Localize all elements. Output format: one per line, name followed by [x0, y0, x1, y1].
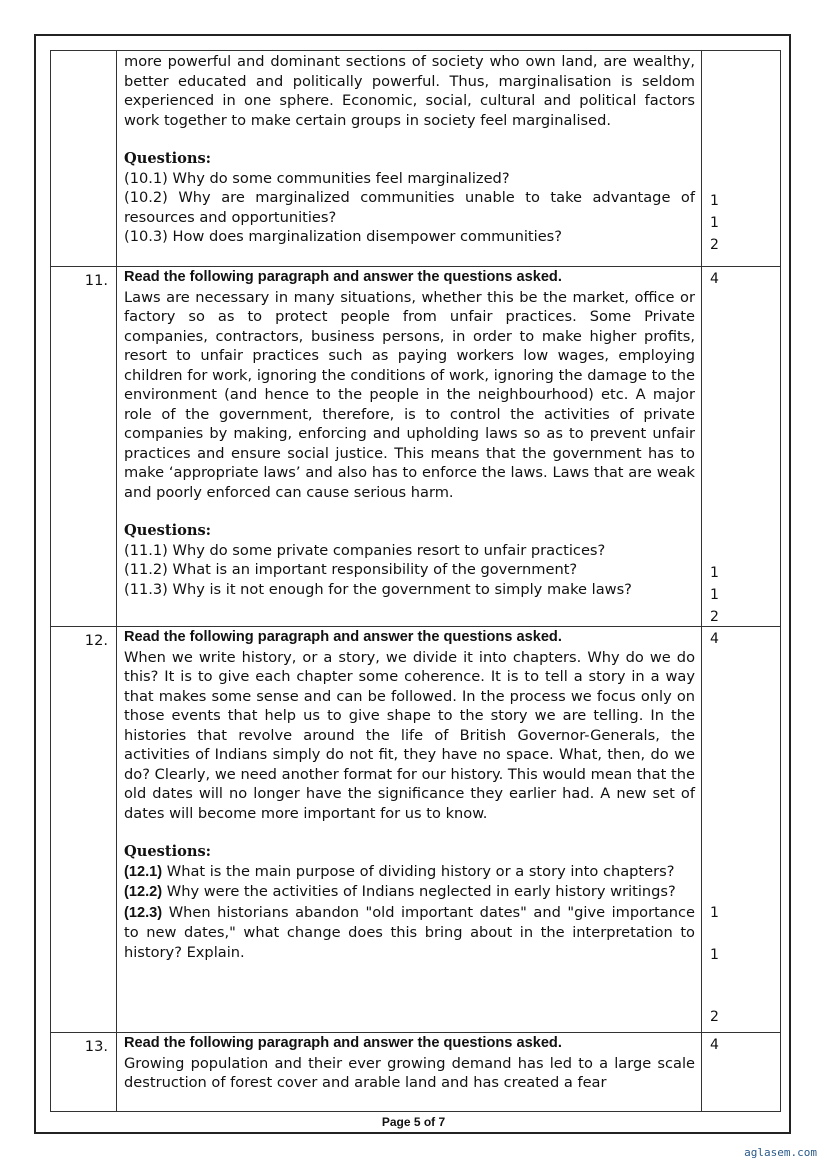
question-table [50, 50, 781, 1112]
watermark: aglasem.com [744, 1146, 817, 1159]
sub-question-marks: 1 [710, 947, 719, 963]
sub-question: (11.1) Why do some private companies resort to unfair practices? [124, 541, 606, 559]
total-marks: 4 [710, 1037, 719, 1053]
questions-label: Questions: [124, 522, 212, 539]
marks-cell [702, 51, 781, 267]
question-body [117, 51, 702, 267]
sub-question-label: (12.2) [124, 884, 163, 900]
sub-question-marks: 1 [710, 905, 719, 921]
questions-label: Questions: [124, 843, 212, 860]
marks-cell [702, 627, 781, 1033]
sub-question-text: What is the main purpose of dividing history or a story into chapters? [166, 862, 675, 880]
sub-question-label: (12.3) [124, 904, 163, 921]
sub-question: (10.3) How does marginalization disempower communities? [124, 228, 563, 245]
question-row-11 [51, 267, 781, 627]
sub-question [124, 862, 695, 883]
sub-question [124, 882, 695, 903]
question-row-10 [51, 51, 781, 267]
sub-question: (10.1) Why do some communities feel marginalized? [124, 169, 510, 187]
sub-question-marks: 1 [710, 193, 719, 209]
questions-label: Questions: [124, 150, 212, 167]
sub-question-text: When historians abandon "old important dates" and "give importance to new dates," what change does this bring about in the interpretation to history? Explain. [124, 903, 696, 961]
passage: Laws are necessary in many situations, whether this be the market, office or factory so as to protect people from unfair practices. Some Private companies, contractors, business persons, in order to make higher profits, resort to unfair practices such as paying workers low wages, employing children for work, ignoring the conditions of work, ignoring the damage to the environment (and hence to the people in the neighbourhood) etc. A major role of the government, therefore, is to control the activities of private companies by making, enforcing and upholding laws so as to prevent unfair practices and ensure social justice. This means that the government has to make ‘appropriate laws’ and also has to enforce the laws. Laws that are weak and poorly enforced can cause serious harm. [124, 288, 695, 501]
sub-question-marks: 2 [710, 609, 719, 625]
sub-question-marks: 2 [710, 237, 719, 253]
sub-question-text: Why were the activities of Indians neglected in early history writings? [166, 883, 676, 900]
question-number: 12. [51, 627, 117, 1033]
question-heading: Read the following paragraph and answer the questions asked. [124, 1035, 562, 1051]
marks-cell [702, 1033, 781, 1112]
sub-question [124, 903, 695, 963]
passage: more powerful and dominant sections of society who own land, are wealthy, better educated and politically powerful. Thus, marginalisation is seldom experienced in one sphere. Economic, social, cultural and political factors work together to make certain groups in society feel marginalised. [124, 53, 695, 129]
sub-question-marks: 1 [710, 565, 719, 581]
sub-question-marks: 1 [710, 215, 719, 231]
passage: When we write history, or a story, we divide it into chapters. Why do we do this? It is to give each chapter some coherence. It is to tell a story in a way that makes some sense and can be followed. In the process we focus only on those events that help us to give shape to the story we are telling. In the histories that revolve around the life of British Governor-Generals, the activities of Indians simply do not fit, they have no space. What, then, do we do? Clearly, we need another format for our history. This would mean that the old dates will no longer have the significance they earlier had. A new set of dates will become more important for us to know. [124, 648, 695, 822]
passage: Growing population and their ever growing demand has led to a large scale destruction of forest cover and arable land and has created a fear [124, 1054, 695, 1091]
question-row-12 [51, 627, 781, 1033]
question-number: 11. [51, 267, 117, 627]
sub-question-label: (12.1) [124, 863, 163, 880]
sub-question-marks: 1 [710, 587, 719, 603]
question-body [117, 1033, 702, 1112]
sub-question: (11.3) Why is it not enough for the government to simply make laws? [124, 580, 632, 598]
total-marks: 4 [710, 271, 719, 287]
sub-question: (11.2) What is an important responsibility of the government? [124, 561, 578, 578]
question-body [117, 267, 702, 627]
question-heading: Read the following paragraph and answer the questions asked. [124, 629, 562, 645]
question-number: 13. [51, 1033, 117, 1112]
page-footer: Page 5 of 7 [381, 1115, 446, 1129]
sub-question-marks: 2 [710, 1009, 719, 1025]
total-marks: 4 [710, 631, 719, 647]
question-number [51, 51, 117, 267]
sub-question: (10.2) Why are marginalized communities unable to take advantage of resources and opportunities? [124, 189, 695, 226]
question-heading: Read the following paragraph and answer the questions asked. [124, 269, 562, 285]
marks-cell [702, 267, 781, 627]
question-body [117, 627, 702, 1033]
question-row-13 [51, 1033, 781, 1112]
